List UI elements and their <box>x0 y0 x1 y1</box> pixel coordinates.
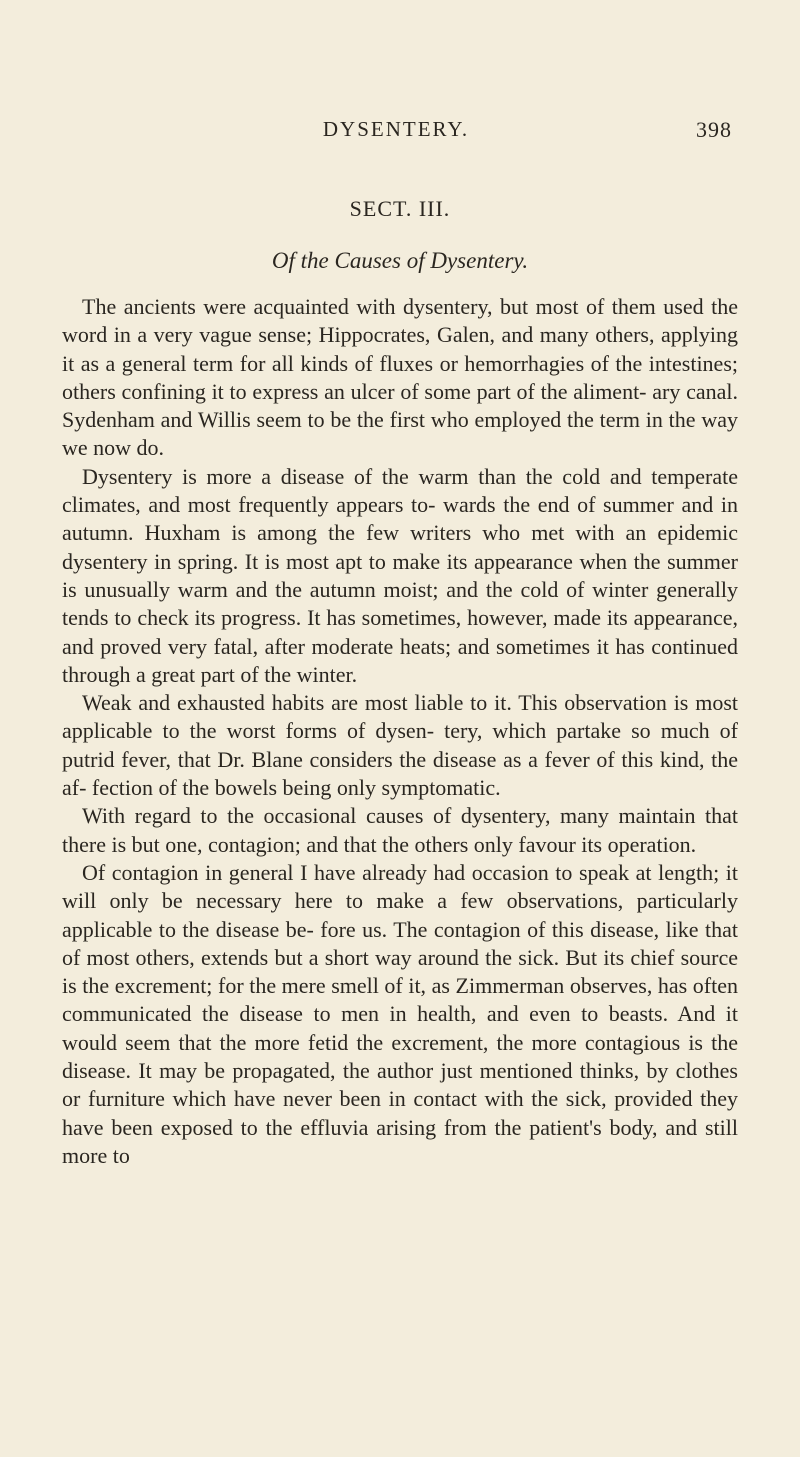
running-head <box>60 117 732 149</box>
paragraph: With regard to the occasional causes of dysentery, many maintain that there is but one, contagion; and that the others only favour its operation. <box>62 803 738 857</box>
running-title: DYSENTERY. <box>322 117 470 141</box>
paragraph: The ancients were acquainted with dysentery, but most of them used the word in a very vague sense; Hippocrates, Galen, and many others, applying it as a general term for all kinds of fluxes or hemorrhagies of the intestines; others confining it to express an ulcer of some part of the aliment- ary canal. Sydenham and Willis seem to be the first who employed the term in the way we now do. <box>62 294 738 461</box>
section-subtitle: Of the Causes of Dysentery. <box>271 248 529 273</box>
body-text <box>62 293 738 1170</box>
section-heading: SECT. III. <box>349 196 451 221</box>
page-number: 398 <box>696 117 732 142</box>
paragraph: Dysentery is more a disease of the warm than the cold and temperate climates, and most frequently appears to- wards the end of summer and in autumn. Huxham is among the few writers who met with an epidemic dysentery in spring. It is most apt to make its appearance when the summer is unusually warm and the autumn moist; and the cold of winter generally tends to check its progress. It has sometimes, however, made its appearance, and proved very fatal, after moderate heats; and sometimes it has continued through a great part of the winter. <box>62 463 738 687</box>
paragraph: Of contagion in general I have already had occasion to speak at length; it will only be necessary here to make a few observations, particularly applicable to the disease be- fore us. The contagion of this disease, like that of most others, extends but a short way around the sick. But its chief source is the excrement; for the mere smell of it, as Zimmerman observes, has often communicated the disease to men in health, and even to beasts. And it would seem that the more fetid the excrement, the more contagious is the disease. It may be propagated, the author just mentioned thinks, by clothes or furniture which have never been in contact with the sick, provided they have been exposed to the effluvia arising from the patient's body, and still more to <box>62 859 738 1168</box>
paragraph: Weak and exhausted habits are most liable to it. This observation is most applicable to the worst forms of dysen- tery, which partake so much of putrid fever, that Dr. Blane considers the disease as a fever of this kind, the af- fection of the bowels being only symptomatic. <box>62 690 738 801</box>
